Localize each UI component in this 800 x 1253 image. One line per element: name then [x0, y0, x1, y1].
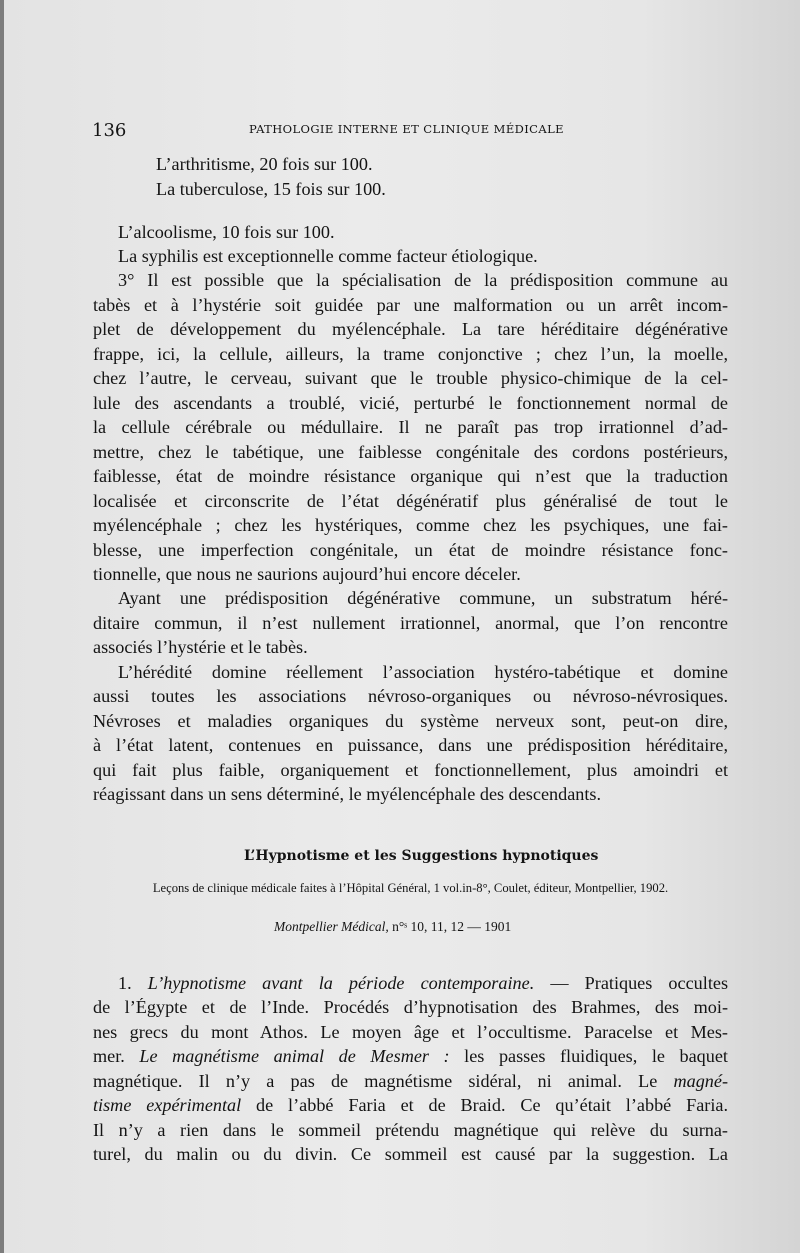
italic-text: Le magnétisme animal de Mesmer : — [139, 1047, 450, 1066]
journal-name: Montpellier Médical, — [274, 919, 389, 934]
paragraph-line: tabès et à l’hystérie soit guidée par une malformation ou un arrêt incom- — [93, 296, 728, 315]
stat-line: L’arthritisme, 20 fois sur 100. — [156, 154, 373, 174]
paragraph-line: L’hérédité domine réellement l’association hystéro-tabétique et domine — [118, 663, 728, 682]
list-item-line — [118, 974, 728, 995]
list-item-line: turel, du malin ou du divin. Ce sommeil est causé par la suggestion. La — [93, 1145, 728, 1164]
paragraph-line: Névroses et maladies organiques du système nerveux sont, peut-on dire, — [93, 712, 728, 731]
paragraph-line: chez l’autre, le cerveau, suivant que le trouble physico-chimique de la cel- — [93, 369, 728, 388]
paragraph-line: tionnelle, que nous ne saurions aujourd’hui encore déceler. — [93, 564, 521, 584]
stat-line: L’alcoolisme, 10 fois sur 100. — [118, 222, 335, 242]
paragraph-line: myélencéphale ; chez les hystériques, comme chez les psychiques, une fai- — [93, 516, 728, 535]
paragraph-line: blesse, une imperfection congénitale, un état de moindre résistance fonc- — [93, 541, 728, 560]
list-item-line — [93, 1072, 728, 1093]
paragraph-line: mettre, chez le tabétique, une faiblesse congénitale des cordons postérieurs, — [93, 443, 728, 462]
list-item-line: Il n’y a rien dans le sommeil prétendu magnétique qui relève du surna- — [93, 1121, 728, 1140]
paragraph-line: localisée et circonscrite de l’état dégénératif plus généralisé de tout le — [93, 492, 728, 511]
running-head: PATHOLOGIE INTERNE ET CLINIQUE MÉDICALE — [249, 122, 564, 136]
stat-line: La tuberculose, 15 fois sur 100. — [156, 179, 386, 199]
text: magnétique. Il n’y a pas de magnétisme sidéral, ni animal. Le — [93, 1072, 658, 1091]
list-item-line: de l’Égypte et de l’Inde. Procédés d’hypnotisation des Brahmes, des moi- — [93, 998, 728, 1017]
page-header — [92, 120, 732, 140]
reference-line — [274, 919, 511, 935]
text: mer. — [93, 1047, 125, 1066]
paragraph-line: associés l’hystérie et le tabès. — [93, 637, 308, 657]
paragraph-line: 3° Il est possible que la spécialisation de la prédisposition commune au — [118, 271, 728, 290]
text: de l’abbé Faria et de Braid. Ce qu’était l’abbé Faria. — [256, 1096, 728, 1115]
text: les passes fluidiques, le baquet — [464, 1047, 728, 1066]
italic-text: magné- — [673, 1072, 728, 1091]
section-title: L’Hypnotisme et les Suggestions hypnotiques — [244, 848, 599, 864]
italic-text: L’hypnotisme avant la période contemporaine. — [147, 974, 535, 993]
paragraph-line: réagissant dans un sens déterminé, le myélencéphale des descendants. — [93, 784, 602, 804]
list-item-line: nes grecs du mont Athos. Le moyen âge et l’occultisme. Paracelse et Mes- — [93, 1023, 728, 1042]
paragraph-line: Ayant une prédisposition dégénérative commune, un substratum héré- — [118, 589, 728, 608]
journal-issue: n°ˢ 10, 11, 12 — 1901 — [392, 919, 512, 934]
italic-text: tisme expérimental — [93, 1096, 242, 1115]
reference-line: Leçons de clinique médicale faites à l’Hôpital Général, 1 vol.in-8°, Coulet, éditeur, Montpellier, 1902. — [152, 881, 669, 895]
paragraph-line: plet de développement du myélencéphale. La tare héréditaire dégénérative — [93, 320, 728, 339]
paragraph-line: faiblesse, état de moindre résistance organique qui n’est que la traduction — [93, 467, 728, 486]
item-number: 1. — [118, 974, 132, 993]
page-number: 136 — [92, 120, 127, 141]
list-item-line — [93, 1047, 728, 1068]
paragraph-line: la cellule cérébrale ou médullaire. Il ne paraît pas trop irrationnel d’ad- — [93, 418, 728, 437]
paragraph-line: lule des ascendants a troublé, vicié, perturbé le fonctionnement normal de — [93, 394, 728, 413]
book-page — [4, 0, 800, 1253]
list-item-line — [93, 1096, 728, 1117]
stat-line: La syphilis est exceptionnelle comme facteur étiologique. — [118, 246, 538, 266]
paragraph-line: aussi toutes les associations névroso-organiques ou névroso-névrosiques. — [93, 687, 728, 706]
paragraph-line: ditaire commun, il n’est nullement irrationnel, anormal, que l’on rencontre — [93, 614, 728, 633]
paragraph-line: à l’état latent, contenues en puissance, dans une prédisposition héréditaire, — [93, 736, 728, 755]
paragraph-line: frappe, ici, la cellule, ailleurs, la trame conjonctive ; chez l’un, la moelle, — [93, 345, 728, 364]
paragraph-line: qui fait plus faible, organiquement et fonctionnellement, plus amoindri et — [93, 761, 728, 780]
text: — Pratiques occultes — [550, 974, 728, 993]
